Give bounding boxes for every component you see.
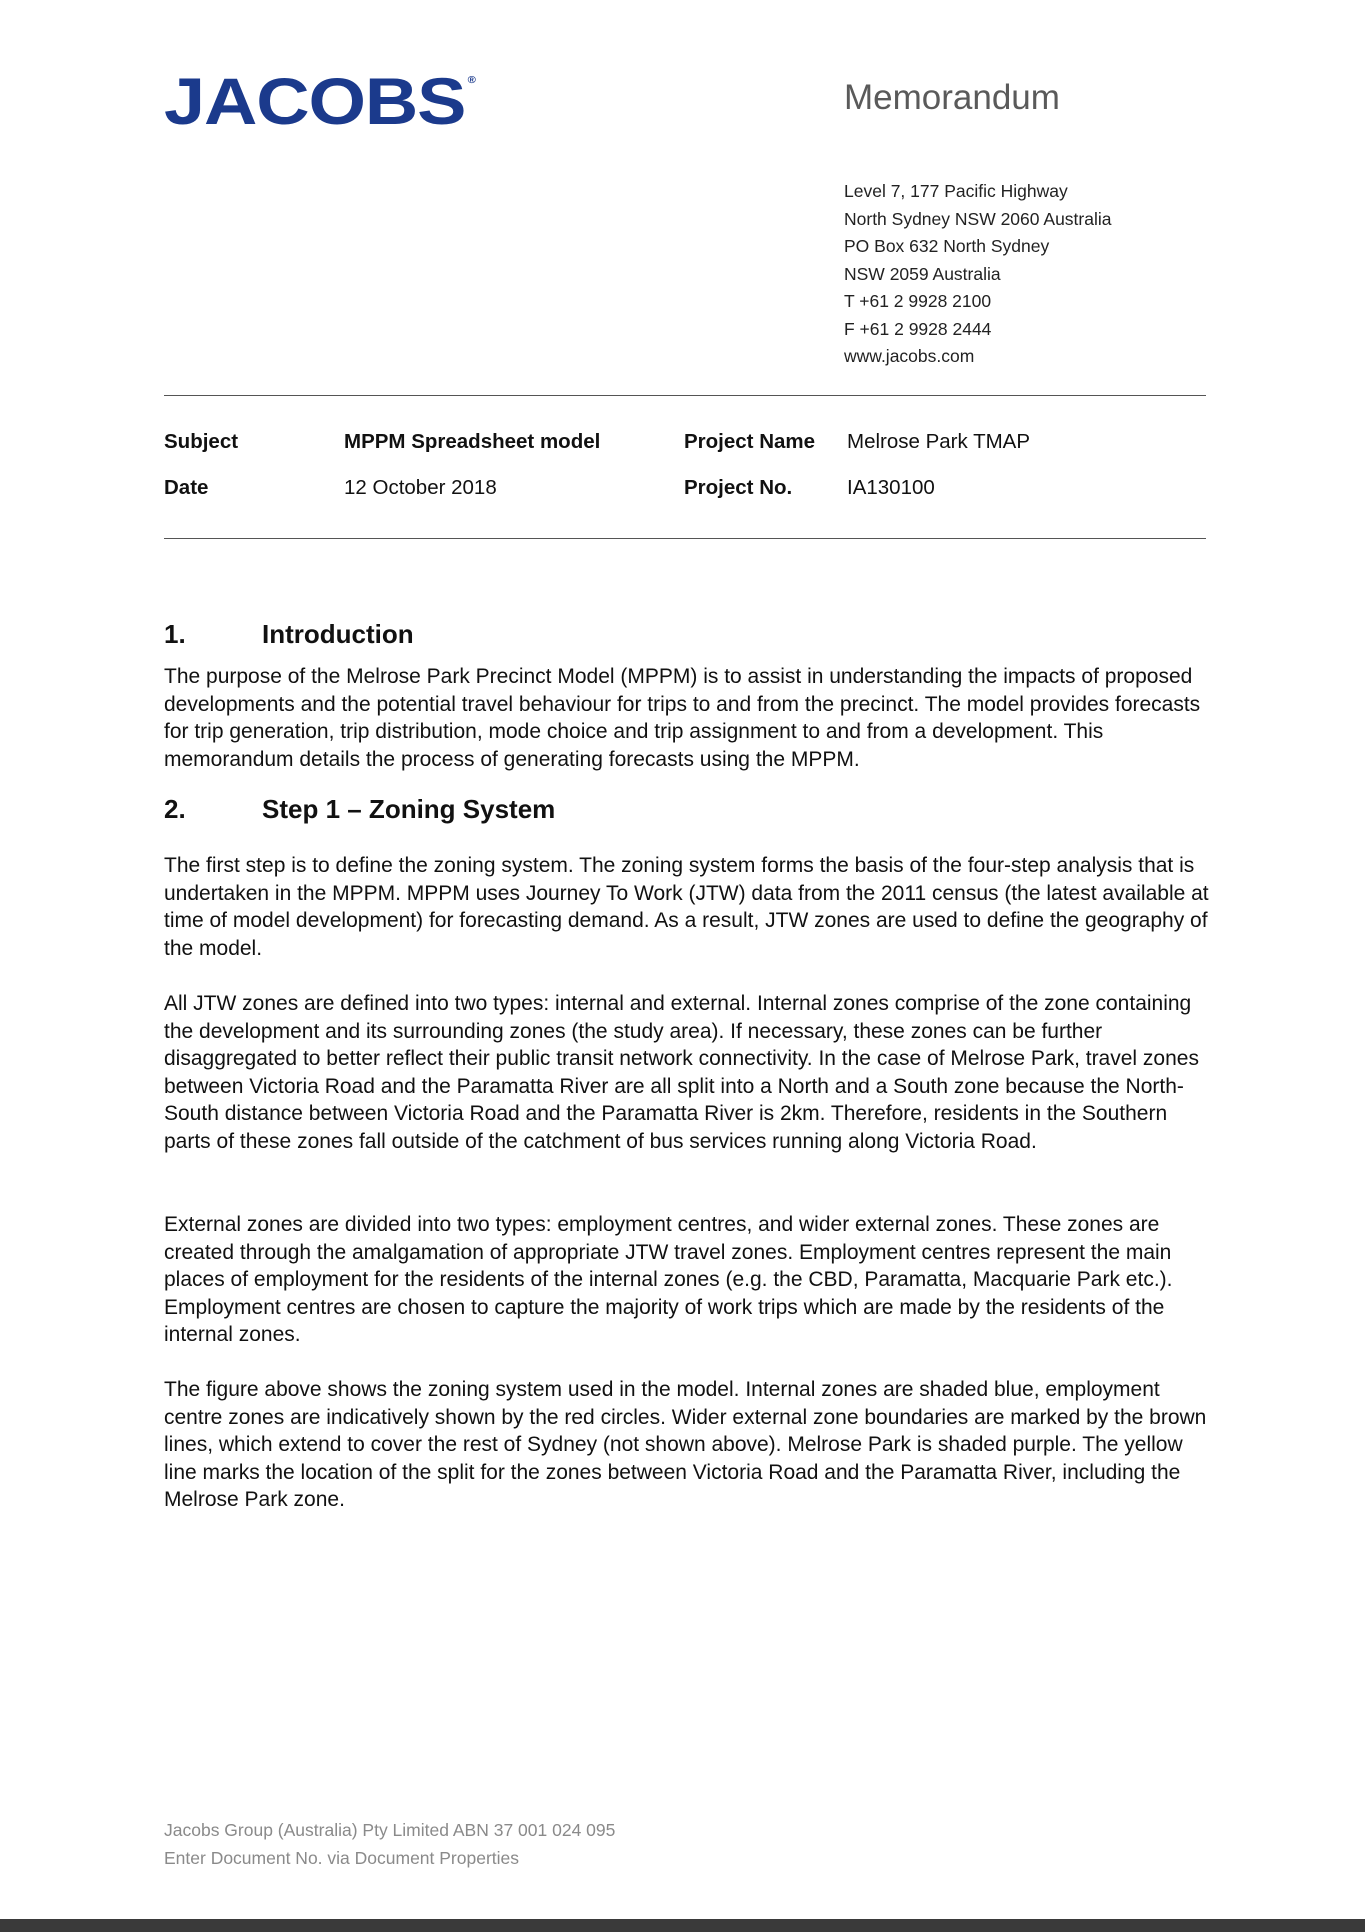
fax-line: F +61 2 9928 2444	[844, 318, 992, 339]
address-line: North Sydney NSW 2060 Australia	[844, 208, 1112, 229]
section-heading-zoning-system	[164, 794, 555, 825]
section-heading-introduction	[164, 619, 414, 650]
intro-paragraph: The purpose of the Melrose Park Precinct Model (MPPM) is to assist in understanding the impacts of proposed developments and the potential travel behaviour for trips to and from the precinct. The model provides forecasts for trip generation, trip distribution, mode choice and trip assignment to and from a development. This memorandum details the process of generating forecasts using the MPPM.	[164, 665, 1201, 771]
jacobs-logo	[164, 64, 475, 138]
section-number: 1.	[164, 619, 186, 649]
page-bottom-edge	[0, 1919, 1365, 1932]
document-type-title: Memorandum	[844, 78, 1060, 117]
header-divider-top	[164, 395, 1206, 396]
project-name-value: Melrose Park TMAP	[847, 430, 1031, 453]
header-divider-bottom	[164, 538, 1206, 539]
project-no-value: IA130100	[847, 476, 935, 499]
office-address-block	[844, 178, 1112, 371]
zoning-paragraph-2: All JTW zones are defined into two types: internal and external. Internal zones comprise of the zone containing the development and its surrounding zones (the study area). If necessary, these zones can be further disaggregated to better reflect their public transit network connectivity. In the case of Melrose Park, travel zones between Victoria Road and the Paramatta River are all split into a North and a South zone because the North-South distance between Victoria Road and the Paramatta River is 2km. Therefore, residents in the Southern parts of these zones fall outside of the catchment of bus services running along Victoria Road.	[164, 992, 1199, 1153]
section-title: Introduction	[262, 619, 414, 649]
subject-label: Subject	[164, 430, 239, 453]
page-footer	[164, 1816, 615, 1872]
subject-value: MPPM Spreadsheet model	[344, 430, 601, 453]
section-number: 2.	[164, 794, 186, 824]
section-title: Step 1 – Zoning System	[262, 794, 556, 824]
address-line: Level 7, 177 Pacific Highway	[844, 181, 1068, 201]
zoning-paragraph-3: External zones are divided into two types: employment centres, and wider external zones. These zones are created through the amalgamation of appropriate JTW travel zones. Employment centres represent the main places of employment for the residents of the internal zones (e.g. the CBD, Paramatta, Macquarie Park etc.). Employment centres are chosen to capture the majority of work trips which are made by the residents of the internal zones.	[164, 1213, 1173, 1346]
address-line: PO Box 632 North Sydney	[844, 236, 1050, 256]
footer-document-line: Enter Document No. via Document Properties	[164, 1848, 520, 1868]
website-line: www.jacobs.com	[844, 346, 975, 366]
zoning-paragraph-4: The figure above shows the zoning system used in the model. Internal zones are shaded blue, employment centre zones are indicatively shown by the red circles. Wider external zone boundaries are marked by the brown lines, which extend to cover the rest of Sydney (not shown above). Melrose Park is shaded purple. The yellow line marks the location of the split for the zones between Victoria Road and the Paramatta River, including the Melrose Park zone.	[164, 1378, 1207, 1511]
project-name-label: Project Name	[684, 430, 816, 453]
date-label: Date	[164, 476, 209, 499]
address-line: NSW 2059 Australia	[844, 263, 1001, 284]
phone-line: T +61 2 9928 2100	[844, 291, 992, 311]
date-value: 12 October 2018	[344, 476, 497, 499]
zoning-paragraph-1: The first step is to define the zoning system. The zoning system forms the basis of the four-step analysis that is undertaken in the MPPM. MPPM uses Journey To Work (JTW) data from the 2011 census (the latest available at time of model development) for forecasting demand. As a result, JTW zones are used to define the geography of the model.	[164, 854, 1209, 960]
project-no-label: Project No.	[684, 476, 793, 499]
footer-company-line: Jacobs Group (Australia) Pty Limited ABN 37 001 024 095	[164, 1820, 616, 1840]
registered-mark: ®	[467, 75, 475, 86]
logo-text: JACOBS	[164, 64, 466, 138]
